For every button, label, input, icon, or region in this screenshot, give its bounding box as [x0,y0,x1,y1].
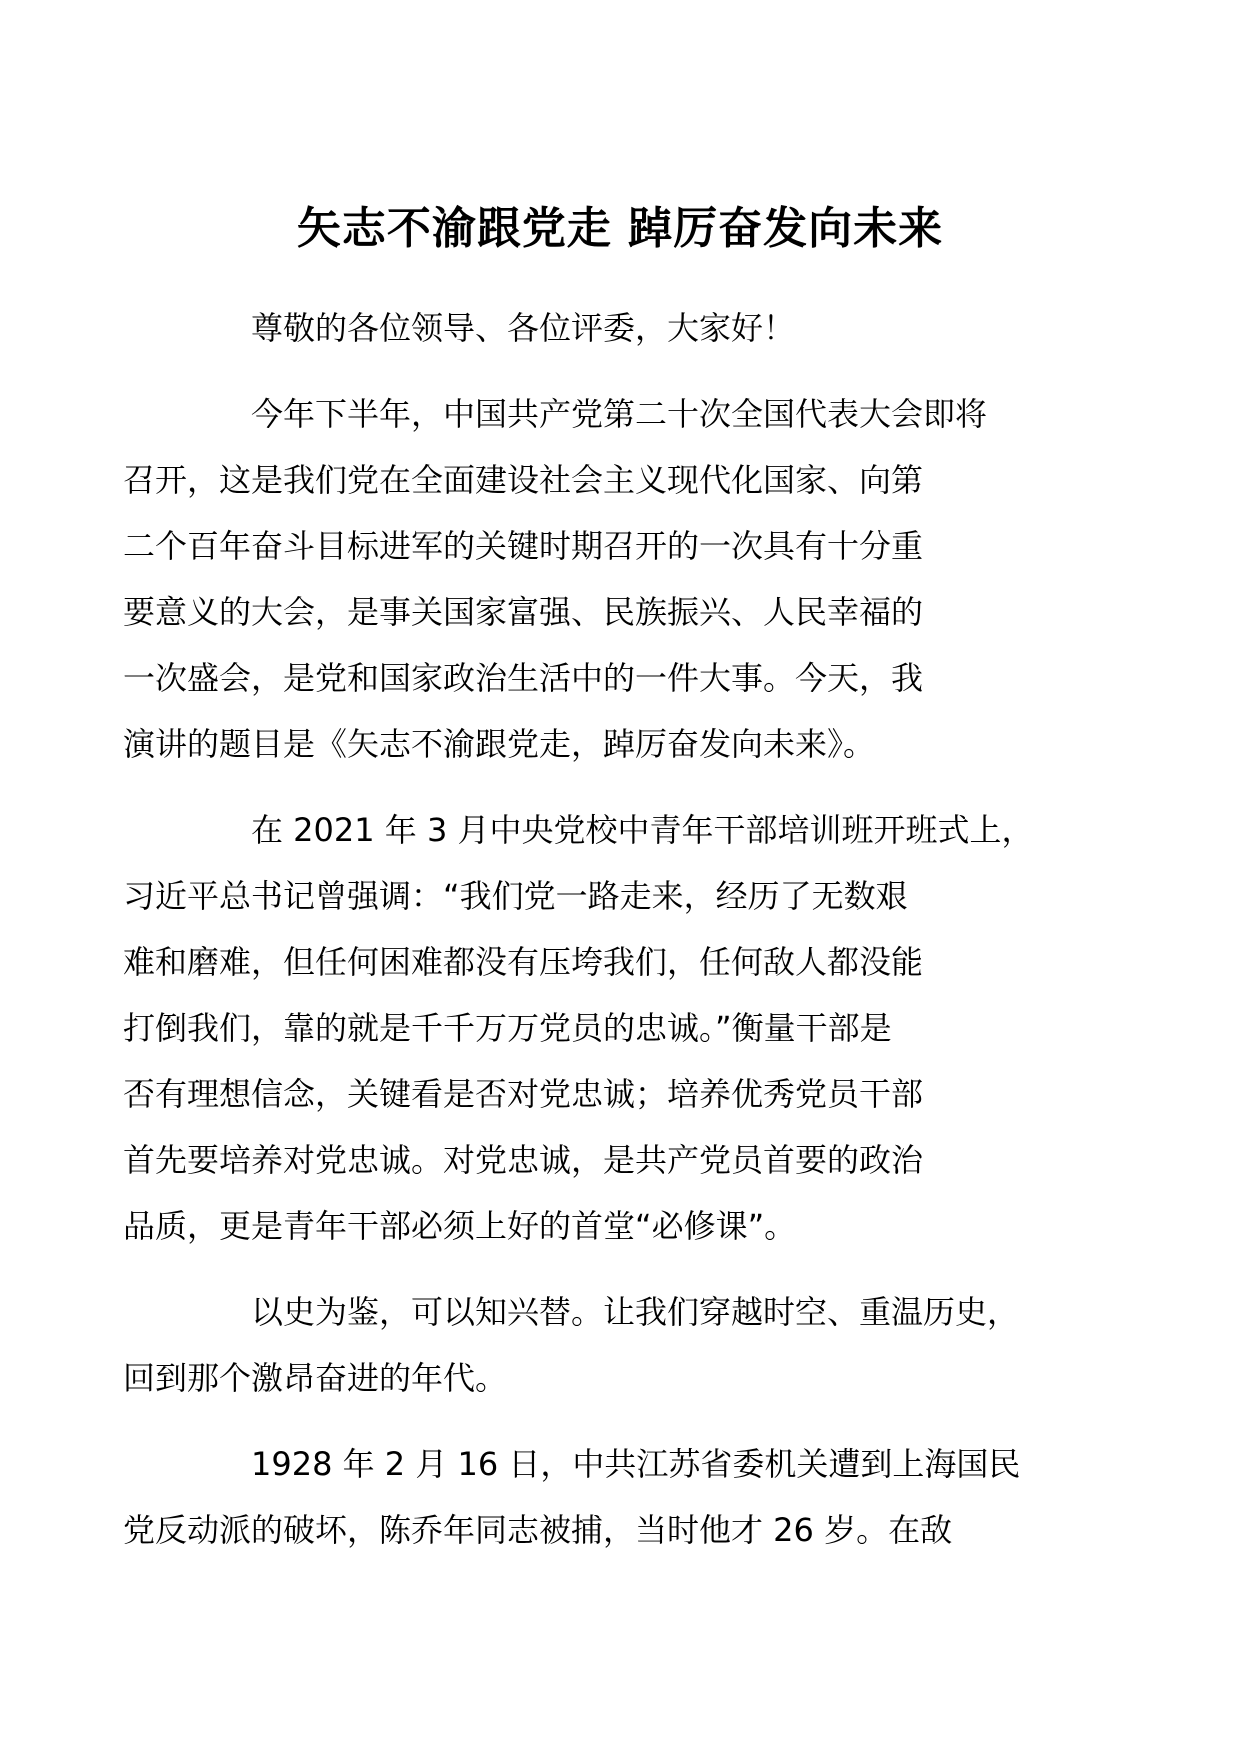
text-line: 尊敬的各位领导、各位评委，大家好！ [251,309,796,347]
paragraph-greeting [187,295,1067,361]
text-line: 回到那个激昂奋进的年代。 [123,1359,508,1397]
paragraph-introduction [123,381,1067,777]
text-line: 以史为鉴，可以知兴替。让我们穿越时空、重温历史， [251,1293,1020,1331]
text-line: 习近平总书记曾强调：“我们党一路走来，经历了无数艰 [123,877,908,915]
text-line: 要意义的大会，是事关国家富强、民族振兴、人民幸福的 [123,593,924,631]
paragraph-history [123,1279,1067,1411]
text-line: 否有理想信念，关键看是否对党忠诚；培养优秀党员干部 [123,1075,924,1113]
page-title: 矢志不渝跟党走 踔厉奋发向未来 [296,203,944,254]
text-line: 演讲的题目是《矢志不渝跟党走，踔厉奋发向未来》。 [123,725,876,763]
text-line: 二个百年奋斗目标进军的关键时期召开的一次具有十分重 [123,527,924,565]
paragraph-loyalty [123,797,1067,1259]
text-line: 召开，这是我们党在全面建设社会主义现代化国家、向第 [123,461,924,499]
document-body [123,295,1067,1583]
text-line: 难和磨难，但任何困难都没有压垮我们，任何敌人都没能 [123,943,924,981]
text-line: 一次盛会，是党和国家政治生活中的一件大事。今天，我 [123,659,924,697]
text-line: 1928 年 2 月 16 日，中共江苏省委机关遭到上海国民 [251,1445,1021,1483]
text-line: 在 2021 年 3 月中央党校中青年干部培训班开班式上， [251,811,1034,849]
text-line: 党反动派的破坏，陈乔年同志被捕，当时他才 26 岁。在敌 [123,1511,953,1549]
text-line: 品质，更是青年干部必须上好的首堂“必修课”。 [123,1207,797,1245]
text-line: 打倒我们，靠的就是千千万万党员的忠诚。”衡量干部是 [123,1009,892,1047]
text-line: 首先要培养对党忠诚。对党忠诚，是共产党员首要的政治 [123,1141,924,1179]
paragraph-story [123,1431,1067,1563]
text-line: 今年下半年，中国共产党第二十次全国代表大会即将 [251,395,988,433]
